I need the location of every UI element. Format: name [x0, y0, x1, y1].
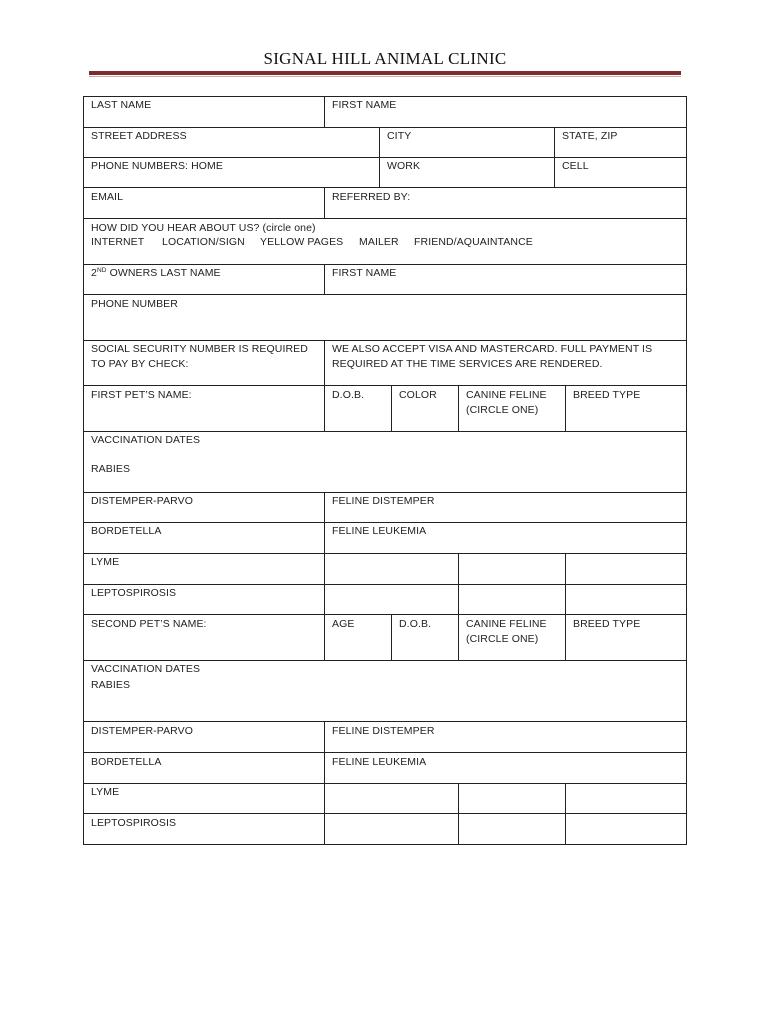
second-owner-text: OWNERS LAST NAME [106, 267, 221, 279]
referred-by-label: REFERRED BY: [332, 191, 411, 203]
row-divider [83, 721, 687, 722]
col-divider [565, 385, 566, 431]
street-address-label: STREET ADDRESS [91, 130, 187, 142]
second-owner-number: 2 [91, 267, 97, 279]
rabies-label: RABIES [91, 463, 131, 475]
row-divider [83, 813, 687, 814]
payment-note-line1: WE ALSO ACCEPT VISA AND MASTERCARD. FULL PAYMENT IS [332, 343, 653, 355]
second-owner-ordinal: ND [96, 267, 107, 274]
col-divider [324, 492, 325, 660]
first-pet-color-label: COLOR [399, 389, 437, 401]
col-divider [324, 721, 325, 845]
payment-note-line2: REQUIRED AT THE TIME SERVICES ARE RENDERED. [332, 358, 603, 370]
second-owner-last-name-label [91, 266, 221, 281]
feline-distemper-label-2: FELINE DISTEMPER [332, 725, 435, 737]
col-divider [458, 553, 459, 660]
second-owner-first-name-label: FIRST NAME [332, 267, 397, 279]
hear-option-internet: INTERNET [91, 236, 145, 248]
col-divider [324, 264, 325, 294]
hear-option-mailer: MAILER [359, 236, 399, 248]
phone-number-label: PHONE NUMBER [91, 298, 178, 310]
second-pet-name-label: SECOND PET’S NAME: [91, 618, 207, 630]
rabies-label-2: RABIES [91, 679, 131, 691]
distemper-parvo-label: DISTEMPER-PARVO [91, 495, 194, 507]
hear-option-location-sign: LOCATION/SIGN [162, 236, 245, 248]
row-divider [83, 127, 687, 128]
col-divider [565, 783, 566, 845]
col-divider [324, 340, 325, 431]
city-label: CITY [387, 130, 412, 142]
first-pet-name-label: FIRST PET’S NAME: [91, 389, 192, 401]
second-pet-dob-label: D.O.B. [399, 618, 432, 630]
row-divider [83, 294, 687, 295]
col-divider [324, 187, 325, 218]
ssn-required-line1: SOCIAL SECURITY NUMBER IS REQUIRED [91, 343, 308, 355]
distemper-parvo-label-2: DISTEMPER-PARVO [91, 725, 194, 737]
row-divider [83, 783, 687, 784]
row-divider [83, 584, 687, 585]
row-divider [83, 187, 687, 188]
ssn-required-line2: TO PAY BY CHECK: [91, 358, 189, 370]
col-divider [324, 96, 325, 127]
col-divider [565, 553, 566, 660]
vaccination-dates-label: VACCINATION DATES [91, 434, 201, 446]
first-pet-species-label: CANINE FELINE [466, 389, 547, 401]
row-divider [83, 431, 687, 432]
row-divider [83, 157, 687, 158]
first-pet-breed-label: BREED TYPE [573, 389, 641, 401]
col-divider [554, 127, 555, 187]
second-pet-breed-label: BREED TYPE [573, 618, 641, 630]
work-phone-label: WORK [387, 160, 421, 172]
email-label: EMAIL [91, 191, 124, 203]
row-divider [83, 614, 687, 615]
col-divider [391, 614, 392, 660]
row-divider [83, 752, 687, 753]
row-divider [83, 264, 687, 265]
hear-about-label: HOW DID YOU HEAR ABOUT US? (circle one) [91, 222, 316, 234]
first-pet-circle-one: (CIRCLE ONE) [466, 404, 539, 416]
bordetella-label-2: BORDETELLA [91, 756, 162, 768]
second-pet-circle-one: (CIRCLE ONE) [466, 633, 539, 645]
hear-option-yellow-pages: YELLOW PAGES [260, 236, 344, 248]
row-divider [83, 522, 687, 523]
phone-home-label: PHONE NUMBERS: HOME [91, 160, 223, 172]
col-divider [391, 385, 392, 431]
row-divider [83, 340, 687, 341]
state-zip-label: STATE, ZIP [562, 130, 618, 142]
leptospirosis-label: LEPTOSPIROSIS [91, 587, 177, 599]
lyme-label: LYME [91, 556, 120, 568]
row-divider [83, 553, 687, 554]
row-divider [83, 660, 687, 661]
row-divider [83, 385, 687, 386]
vaccination-dates-label-2: VACCINATION DATES [91, 663, 201, 675]
leptospirosis-label-2: LEPTOSPIROSIS [91, 817, 177, 829]
col-divider [458, 783, 459, 845]
row-divider [83, 492, 687, 493]
feline-leukemia-label-2: FELINE LEUKEMIA [332, 756, 427, 768]
col-divider [379, 127, 380, 187]
last-name-label: LAST NAME [91, 99, 152, 111]
page-title: SIGNAL HILL ANIMAL CLINIC [263, 49, 507, 68]
hear-option-friend: FRIEND/AQUAINTANCE [414, 236, 533, 248]
second-pet-age-label: AGE [332, 618, 355, 630]
feline-leukemia-label: FELINE LEUKEMIA [332, 525, 427, 537]
cell-phone-label: CELL [562, 160, 589, 172]
bordetella-label: BORDETELLA [91, 525, 162, 537]
row-divider [83, 218, 687, 219]
first-pet-dob-label: D.O.B. [332, 389, 365, 401]
lyme-label-2: LYME [91, 786, 120, 798]
first-name-label: FIRST NAME [332, 99, 397, 111]
feline-distemper-label: FELINE DISTEMPER [332, 495, 435, 507]
col-divider [458, 385, 459, 431]
second-pet-species-label: CANINE FELINE [466, 618, 547, 630]
